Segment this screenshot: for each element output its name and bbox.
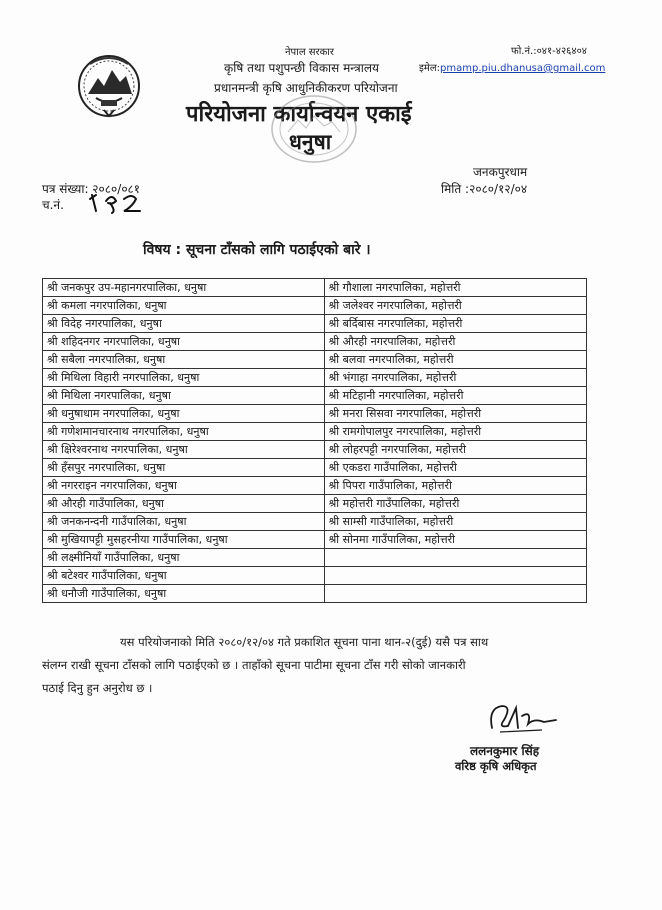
recipient-dhanusha: श्री मिथिला विहारी नगरपालिका, धनुषा: [43, 369, 325, 387]
recipient-dhanusha: श्री धनुषाधाम नगरपालिका, धनुषा: [43, 405, 325, 423]
recipient-mahottari: श्री बलवा नगरपालिका, महोत्तरी: [324, 351, 586, 369]
recipient-dhanusha: श्री हँसपुर नगरपालिका, धनुषा: [43, 459, 325, 477]
recipients-table: [42, 278, 587, 603]
recipient-mahottari: श्री जलेश्वर नगरपालिका, महोत्तरी: [324, 297, 586, 315]
recipient-mahottari: [324, 549, 586, 567]
table-row: [43, 477, 587, 495]
table-row: [43, 369, 587, 387]
recipient-dhanusha: श्री सबैला नगरपालिका, धनुषा: [43, 351, 325, 369]
table-row: [43, 315, 587, 333]
recipient-dhanusha: श्री औरही गाउँपालिका, धनुषा: [43, 495, 325, 513]
office-stamp-icon: [268, 92, 360, 166]
email-label: इमेल:: [419, 63, 441, 74]
recipient-dhanusha: श्री विदेह नगरपालिका, धनुषा: [43, 315, 325, 333]
recipient-mahottari: श्री एकडरा गाउँपालिका, महोत्तरी: [324, 459, 586, 477]
email-line: [419, 60, 605, 74]
table-row: [43, 459, 587, 477]
letter-number: पत्र संख्या: २०८०/०८१: [42, 182, 141, 196]
table-row: [43, 423, 587, 441]
body-line: संलग्न राखी सूचना टाँसको लागि पठाईएको छ । ताहाँको सूचना पाटीमा सूचना टाँस गरी सोको जानकारी: [42, 658, 466, 672]
letter-body: [42, 631, 604, 700]
country-name: नेपाल सरकार: [285, 47, 334, 58]
table-row: [43, 495, 587, 513]
body-line: पठाई दिनु हुन अनुरोध छ ।: [42, 681, 153, 695]
recipient-dhanusha: श्री नगरराइन नगरपालिका, धनुषा: [43, 477, 325, 495]
table-row: [43, 279, 587, 297]
table-row: [43, 297, 587, 315]
recipient-mahottari: श्री भंगाहा नगरपालिका, महोत्तरी: [324, 369, 586, 387]
recipient-mahottari: श्री रामगोपालपुर नगरपालिका, महोत्तरी: [324, 423, 586, 441]
subject-line: विषय : सूचना टाँसको लागि पठाईएको बारे ।: [143, 242, 371, 258]
recipient-dhanusha: श्री गणेशमानचारनाथ नगरपालिका, धनुषा: [43, 423, 325, 441]
recipient-mahottari: [324, 567, 586, 585]
recipient-dhanusha: श्री जनकपुर उप-महानगरपालिका, धनुषा: [43, 279, 325, 297]
place-name: जनकपुरधाम: [473, 165, 528, 179]
recipient-dhanusha: श्री धनौजी गाउँपालिका, धनुषा: [43, 585, 325, 603]
recipient-mahottari: श्री साम्सी गाउँपालिका, महोत्तरी: [324, 513, 586, 531]
recipient-mahottari: श्री सोनमा गाउँपालिका, महोत्तरी: [324, 531, 586, 549]
recipient-mahottari: श्री मनरा सिसवा नगरपालिका, महोत्तरी: [324, 405, 586, 423]
table-row: [43, 441, 587, 459]
table-row: [43, 531, 587, 549]
table-row: [43, 333, 587, 351]
body-line: यस परियोजनाको मिति २०८०/१२/०४ गते प्रकाशित सूचना पाना थान-२(दुई) यसै पत्र साथ: [120, 635, 489, 649]
table-row: [43, 567, 587, 585]
reference-label: च.नं.: [42, 198, 64, 212]
recipient-dhanusha: श्री बटेश्वर गाउँपालिका, धनुषा: [43, 567, 325, 585]
phone-number: फो.नं.:०४१-४२६४०४: [511, 46, 587, 57]
recipient-dhanusha: श्री शहिदनगर नगरपालिका, धनुषा: [43, 333, 325, 351]
program-name: प्रधानमन्त्री कृषि आधुनिकीकरण परियोजना: [214, 81, 398, 95]
recipient-mahottari: श्री महोत्तरी गाउँपालिका, महोत्तरी: [324, 495, 586, 513]
signer-name: ललनकुमार सिंह: [470, 744, 540, 758]
handwritten-reference-number: [86, 191, 148, 215]
nepal-emblem-icon: [74, 50, 144, 120]
table-row: [43, 549, 587, 567]
handwritten-signature: [482, 698, 562, 738]
table-row: [43, 387, 587, 405]
office-name: परियोजना कार्यान्वयन एकाई: [186, 102, 412, 127]
district-name: धनुषा: [289, 130, 332, 154]
table-row: [43, 405, 587, 423]
recipient-mahottari: [324, 585, 586, 603]
recipient-mahottari: श्री बर्दिबास नगरपालिका, महोत्तरी: [324, 315, 586, 333]
ministry-name: कृषि तथा पशुपन्छी विकास मन्त्रालय: [224, 61, 379, 75]
table-row: [43, 513, 587, 531]
recipient-dhanusha: श्री मिथिला नगरपालिका, धनुषा: [43, 387, 325, 405]
signer-designation: वरिष्ठ कृषि अधिकृत: [455, 759, 537, 773]
recipient-dhanusha: श्री लक्ष्मीनियाँ गाउँपालिका, धनुषा: [43, 549, 325, 567]
recipient-dhanusha: श्री क्षिरेश्वरनाथ नगरपालिका, धनुषा: [43, 441, 325, 459]
recipient-mahottari: श्री पिपरा गाउँपालिका, महोत्तरी: [324, 477, 586, 495]
recipient-dhanusha: श्री कमला नगरपालिका, धनुषा: [43, 297, 325, 315]
recipient-dhanusha: श्री मुखियापट्टी मुसहरनीया गाउँपालिका, धनुषा: [43, 531, 325, 549]
recipient-dhanusha: श्री जनकनन्दनी गाउँपालिका, धनुषा: [43, 513, 325, 531]
recipient-mahottari: श्री लोहरपट्टी नगरपालिका, महोत्तरी: [324, 441, 586, 459]
email-link[interactable]: pmamp.piu.dhanusa@gmail.com: [440, 63, 606, 74]
recipient-mahottari: श्री गौशाला नगरपालिका, महोत्तरी: [324, 279, 586, 297]
table-row: [43, 351, 587, 369]
letter-date: मिति :२०८०/१२/०४: [441, 182, 528, 196]
recipient-mahottari: श्री औरही नगरपालिका, महोत्तरी: [324, 333, 586, 351]
table-row: [43, 585, 587, 603]
recipient-mahottari: श्री मटिहानी नगरपालिका, महोत्तरी: [324, 387, 586, 405]
